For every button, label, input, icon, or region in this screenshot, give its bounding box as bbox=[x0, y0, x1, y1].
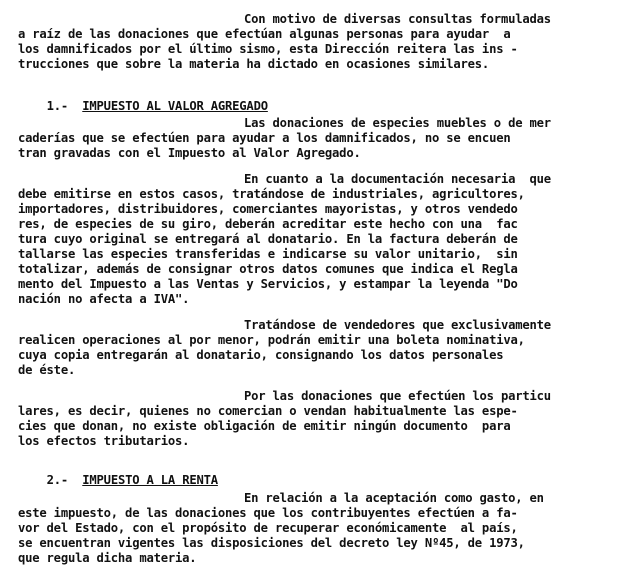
section-1-para-4-line: Por las donaciones que efectúen los particu bbox=[244, 389, 551, 403]
section-1-title: IMPUESTO AL VALOR AGREGADO bbox=[82, 99, 268, 113]
section-2-number: 2.- bbox=[46, 473, 68, 487]
section-1-para-3-line: cuya copia entregarán al donatario, consignando los datos personales bbox=[18, 348, 504, 362]
section-2-title: IMPUESTO A LA RENTA bbox=[82, 473, 218, 487]
section-1-para-3-line: realicen operaciones al por menor, podrán emitir una boleta nominativa, bbox=[18, 333, 525, 347]
section-1-number: 1.- bbox=[46, 99, 68, 113]
section-1-para-2-line: tura cuyo original se entregará al donatario. En la factura deberán de bbox=[18, 232, 518, 246]
section-1-para-2-line: mento del Impuesto a las Ventas y Servicios, y estampar la leyenda "Do bbox=[18, 277, 518, 291]
section-2-para-1-line: este impuesto, de las donaciones que los contribuyentes efectúen a fa- bbox=[18, 506, 518, 520]
section-2-para-1-line: que regula dicha materia. bbox=[18, 551, 197, 565]
section-1-para-2-line: debe emitirse en estos casos, tratándose de industriales, agricultores, bbox=[18, 187, 525, 201]
section-1-para-2-line: nación no afecta a IVA". bbox=[18, 292, 190, 306]
section-1-para-4-line: los efectos tributarios. bbox=[18, 434, 190, 448]
section-1-para-1-line: tran gravadas con el Impuesto al Valor Agregado. bbox=[18, 146, 361, 160]
section-1-heading bbox=[18, 85, 268, 127]
section-1-para-2-line: tallarse las especies transferidas e indicarse su valor unitario, sin bbox=[18, 247, 518, 261]
section-1-para-2-line: importadores, distribuidores, comerciantes mayoristas, y otros vendedo bbox=[18, 202, 518, 216]
section-1-para-4-line: cies que donan, no existe obligación de emitir ningún documento para bbox=[18, 419, 511, 433]
intro-line: Con motivo de diversas consultas formuladas bbox=[244, 12, 551, 26]
section-1-para-4-line: lares, es decir, quienes no comercian o vendan habitualmente las espe- bbox=[18, 404, 518, 418]
section-1-para-2-line: En cuanto a la documentación necesaria que bbox=[244, 172, 551, 186]
section-2-para-1-line: vor del Estado, con el propósito de recuperar económicamente al país, bbox=[18, 521, 518, 535]
section-2-para-1-line: En relación a la aceptación como gasto, en bbox=[244, 491, 544, 505]
section-1-para-2-line: res, de especies de su giro, deberán acreditar este hecho con una fac bbox=[18, 217, 518, 231]
section-1-para-1-line: caderías que se efectúen para ayudar a los damnificados, no se encuen bbox=[18, 131, 511, 145]
intro-line: trucciones que sobre la materia ha dictado en ocasiones similares. bbox=[18, 57, 490, 71]
section-2-heading bbox=[18, 459, 218, 501]
section-2-para-1-line: se encuentran vigentes las disposiciones del decreto ley Nº45, de 1973, bbox=[18, 536, 525, 550]
section-1-para-3-line: Tratándose de vendedores que exclusivamente bbox=[244, 318, 551, 332]
section-1-para-3-line: de éste. bbox=[18, 363, 76, 377]
intro-line: a raíz de las donaciones que efectúan algunas personas para ayudar a bbox=[18, 27, 511, 41]
section-1-para-1-line: Las donaciones de especies muebles o de mer bbox=[244, 116, 551, 130]
section-1-para-2-line: totalizar, además de consignar otros datos comunes que indica el Regla bbox=[18, 262, 518, 276]
intro-line: los damnificados por el último sismo, esta Dirección reitera las ins - bbox=[18, 42, 518, 56]
